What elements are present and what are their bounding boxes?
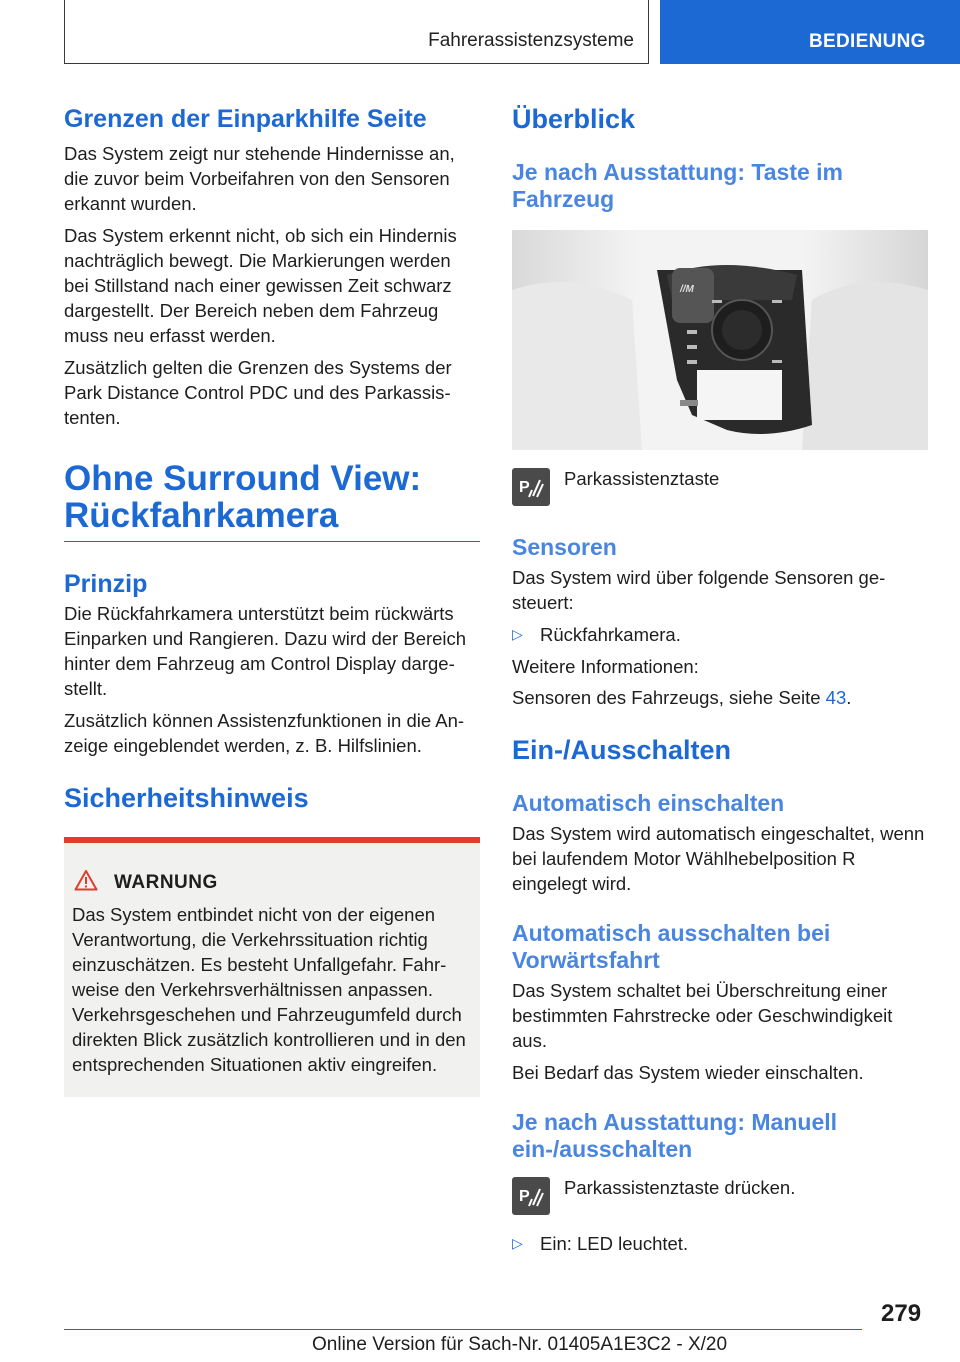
triangle-bullet-icon: ▷: [512, 1235, 523, 1251]
heading-sicherheitshinweis: Sicherheitshinweis: [64, 783, 309, 813]
warning-box: [64, 837, 480, 1097]
heading-taste-im-fahrzeug: Je nach Ausstattung: Taste im Fahrzeug: [512, 159, 844, 212]
center-console-photo: [512, 230, 928, 450]
paragraph-automatisch-ausschalten: Das System schaltet bei Überschreitung einer bestimmten Fahrstrecke oder Geschwindigkeit aus.: [512, 980, 893, 1051]
header-chapter-tab[interactable]: [660, 0, 960, 64]
right-column: [512, 100, 928, 1256]
park-assist-caption: Parkassistenztaste: [564, 468, 720, 489]
park-assist-caption-row: [512, 468, 928, 506]
paragraph-bei-bedarf: Bei Bedarf das System wieder einschalten.: [512, 1062, 864, 1083]
manuell-caption-row: [512, 1177, 928, 1215]
heading-main-rueckfahrkamera: Ohne Surround View: Rückfahrkamera: [64, 459, 422, 535]
warning-triangle-icon: [74, 869, 98, 896]
heading-ein-ausschalten: Ein-/Ausschalten: [512, 735, 732, 765]
paragraph-prinzip-1: Die Rückfahrkamera unterstützt beim rückwärts Einparken und Rangieren. Dazu wird der Bereich hinter dem Fahrzeug am Control Display dargestellt.: [64, 603, 467, 699]
warning-title: WARNUNG: [114, 871, 218, 893]
paragraph-siehe-seite: [512, 685, 928, 710]
svg-text:P: P: [519, 479, 530, 496]
heading-manuell: Je nach Ausstattung: Manuell ein-/ausschalten: [512, 1109, 838, 1162]
page-number: 279: [881, 1300, 922, 1327]
heading-prinzip: Prinzip: [64, 570, 148, 598]
bullet-sensor-text: Rückfahrkamera.: [540, 624, 681, 645]
heading-automatisch-einschalten: Automatisch einschalten: [512, 790, 785, 816]
bullet-item-sensor: [512, 622, 928, 647]
bullet-ein-text: Ein: LED leuchtet.: [540, 1233, 689, 1254]
footer-online-version: Online Version für Sach-Nr. 01405A1E3C2 - X/20: [312, 1334, 728, 1355]
triangle-bullet-icon: ▷: [512, 626, 523, 642]
heading-rule: [64, 541, 480, 542]
warning-text: Das System entbindet nicht von der eigenen Verantwortung, die Verkehrssituation richtig einzuschätzen. Es besteht Unfallgefahr. Fahrweise den Verkehrsverhältnissen anpassen. Verkehrsgeschehen und Fahrzeugumfeld durch direkten Blick zusätzlich kontrollieren und in den entsprechenden Situationen aktiv eingreifen.: [72, 904, 466, 1075]
bullet-item-ein: [512, 1231, 928, 1256]
heading-sensoren: Sensoren: [512, 534, 617, 560]
heading-ueberblick: Überblick: [512, 104, 636, 134]
svg-text://M: //M: [680, 284, 694, 295]
paragraph-weitere: Weitere Informationen:: [512, 656, 699, 677]
park-assist-button-icon[interactable]: [512, 468, 550, 506]
footer-rule: [64, 1329, 862, 1330]
warning-title-row: [74, 869, 472, 896]
siehe-seite-end: .: [846, 687, 852, 708]
paragraph-grenzen-3: Zusätzlich gelten die Grenzen des Systems der Park Distance Control PDC und des Parkassistenten.: [64, 357, 452, 428]
header-chapter-label: BEDIENUNG: [809, 31, 926, 52]
paragraph-prinzip-2: Zusätzlich können Assistenzfunktionen in die Anzeige eingeblendet werden, z. B. Hilfslinien.: [64, 710, 465, 756]
paragraph-sensoren: Das System wird über folgende Sensoren gesteuert:: [512, 567, 886, 613]
paragraph-automatisch-einschalten: Das System wird automatisch eingeschaltet, wenn bei laufendem Motor Wählhebelposition R eingelegt wird.: [512, 823, 925, 894]
header-section-title: Fahrerassistenzsysteme: [428, 30, 634, 51]
heading-grenzen: Grenzen der Einparkhilfe Seite: [64, 105, 427, 133]
svg-text:P: P: [519, 1188, 530, 1205]
header-section-box: [64, 0, 649, 64]
left-column: [64, 100, 480, 1097]
manuell-caption: Parkassistenztaste drücken.: [564, 1177, 796, 1198]
heading-automatisch-ausschalten: Automatisch ausschalten bei Vorwärtsfahrt: [512, 920, 831, 973]
paragraph-grenzen-1: Das System zeigt nur stehende Hindernisse an, die zuvor beim Vorbeifahren von den Sensoren erkannt wurden.: [64, 143, 455, 214]
park-assist-button-icon[interactable]: [512, 1177, 550, 1215]
siehe-seite-text: Sensoren des Fahrzeugs, siehe Seite: [512, 687, 826, 708]
page-link-43[interactable]: 43: [825, 687, 847, 708]
paragraph-grenzen-2: Das System erkennt nicht, ob sich ein Hindernis nachträglich bewegt. Die Markierungen werden bei Stillstand nach einer gewissen Zeit schwarz dargestellt. Der Bereich neben dem Fahrzeug muss neu erfasst werden.: [64, 225, 457, 346]
